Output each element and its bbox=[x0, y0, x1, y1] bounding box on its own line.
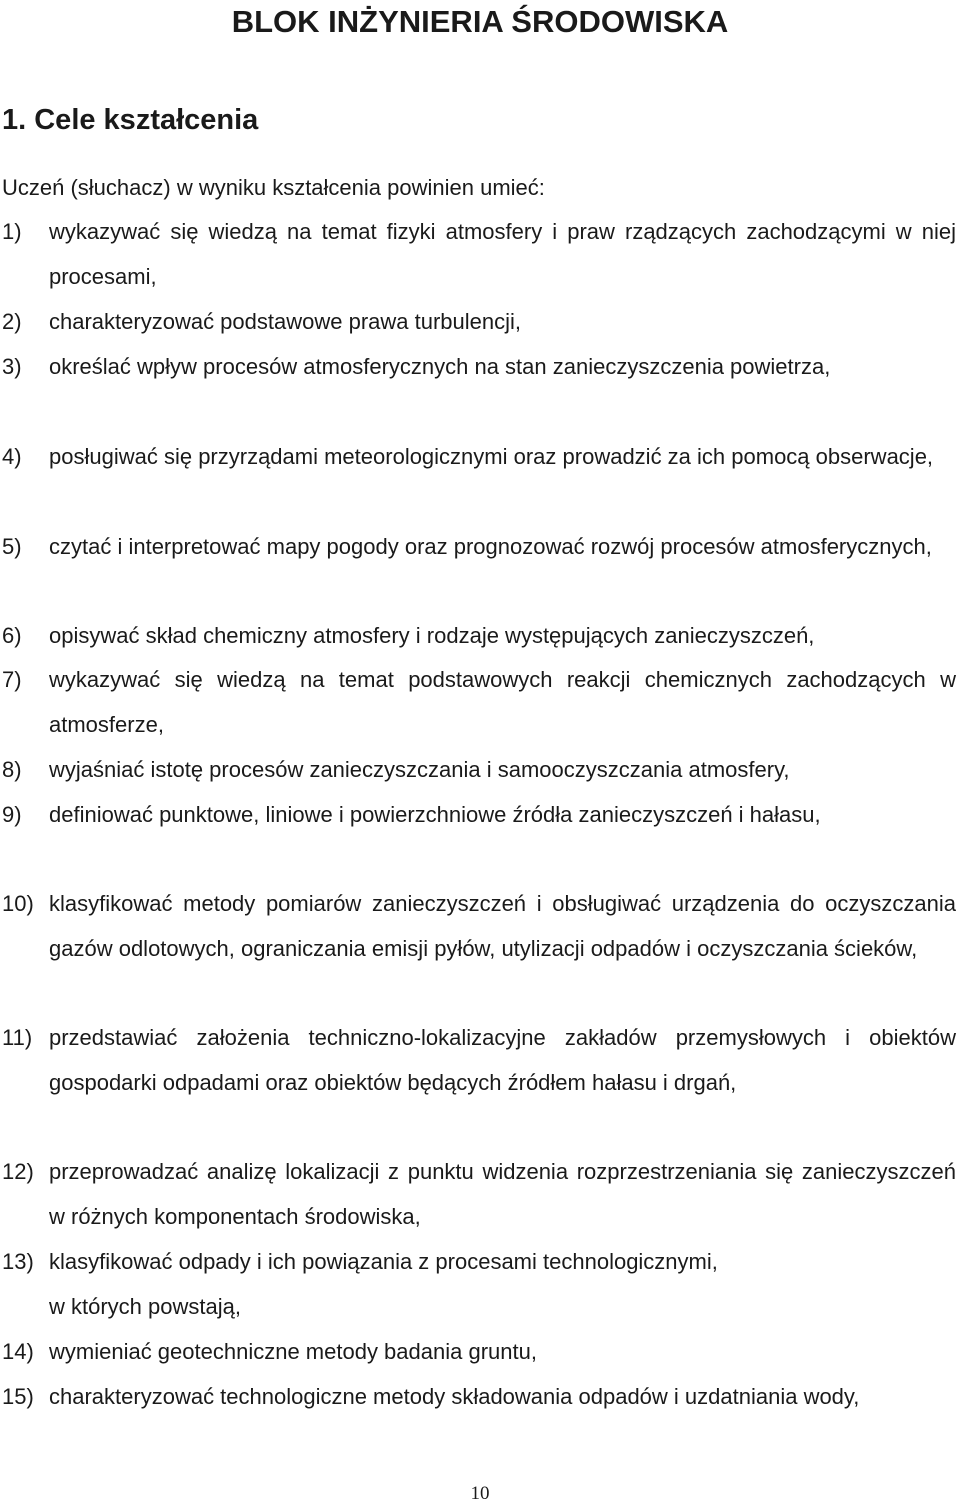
list-item-text: czytać i interpretować mapy pogody oraz prognozować rozwój procesów atmosferycznych, bbox=[49, 534, 932, 559]
list-item-text: wymieniać geotechniczne metody badania gruntu, bbox=[49, 1339, 537, 1364]
list-item bbox=[2, 1150, 956, 1239]
list-item bbox=[2, 525, 956, 570]
list-item-text: opisywać skład chemiczny atmosfery i rodzaje występujących zanieczyszczeń, bbox=[49, 623, 815, 648]
list-item-number: 9) bbox=[2, 802, 22, 827]
list-item-text: wykazywać się wiedzą na temat fizyki atmosfery i praw rządzących zachodzącymi w niej procesami, bbox=[49, 219, 956, 289]
list-item-number: 2) bbox=[2, 309, 22, 334]
list-item-text: wykazywać się wiedzą na temat podstawowych reakcji chemicznych zachodzących w atmosferze, bbox=[49, 667, 956, 737]
list-item bbox=[2, 1016, 956, 1105]
list-item-number: 11) bbox=[2, 1025, 33, 1050]
page-title: BLOK INŻYNIERIA ŚRODOWISKA bbox=[231, 4, 729, 39]
list-item-number: 14) bbox=[2, 1339, 34, 1364]
list-item-number: 4) bbox=[2, 444, 22, 469]
list-item bbox=[2, 1375, 956, 1420]
list-item-text: klasyfikować metody pomiarów zanieczyszczeń i obsługiwać urządzenia do oczyszczania gazów odlotowych, ograniczania emisji pyłów, utylizacji odpadów i oczyszczania ścieków, bbox=[49, 891, 956, 961]
section-heading: 1. Cele kształcenia bbox=[2, 104, 259, 136]
list-item-number: 3) bbox=[2, 354, 22, 379]
list-item-number: 6) bbox=[2, 623, 22, 648]
intro-text: Uczeń (słuchacz) w wyniku kształcenia powinien umieć: bbox=[2, 175, 545, 200]
list-item-number: 7) bbox=[2, 667, 22, 692]
list-item-text: określać wpływ procesów atmosferycznych na stan zanieczyszczenia powietrza, bbox=[49, 354, 831, 379]
list-item-number: 15) bbox=[2, 1384, 34, 1409]
list-item-text: przedstawiać założenia techniczno-lokalizacyjne zakładów przemysłowych i obiektów gospodarki odpadami oraz obiektów będących źródłem hałasu i drgań, bbox=[49, 1025, 956, 1095]
list-item bbox=[2, 1330, 956, 1375]
list-item bbox=[2, 882, 956, 971]
list-item bbox=[2, 658, 956, 747]
list-item-text: wyjaśniać istotę procesów zanieczyszczania i samooczyszczania atmosfery, bbox=[49, 757, 790, 782]
list-item-text: charakteryzować technologiczne metody składowania odpadów i uzdatniania wody, bbox=[49, 1384, 860, 1409]
list-item-number: 12) bbox=[2, 1159, 34, 1184]
list-item-number: 10) bbox=[2, 891, 34, 916]
list-item bbox=[2, 435, 956, 480]
page-number: 10 bbox=[470, 1483, 490, 1504]
list-item bbox=[2, 793, 956, 838]
list-item-text: przeprowadzać analizę lokalizacji z punktu widzenia rozprzestrzeniania się zanieczyszczeń w różnych komponentach środowiska, bbox=[49, 1159, 956, 1229]
list-item-number: 1) bbox=[2, 219, 22, 244]
list-item bbox=[2, 614, 956, 659]
list-item-text: charakteryzować podstawowe prawa turbulencji, bbox=[49, 309, 522, 334]
list-item bbox=[2, 300, 956, 345]
list-item-text: definiować punktowe, liniowe i powierzchniowe źródła zanieczyszczeń i hałasu, bbox=[49, 802, 821, 827]
list-item-text: klasyfikować odpady i ich powiązania z procesami technologicznymi, w których powstają, bbox=[49, 1249, 718, 1319]
list-item-number: 13) bbox=[2, 1249, 34, 1274]
list-item-number: 8) bbox=[2, 757, 22, 782]
list-item bbox=[2, 345, 956, 390]
list-item bbox=[2, 748, 956, 793]
list-item-text: posługiwać się przyrządami meteorologicznymi oraz prowadzić za ich pomocą obserwacje, bbox=[49, 444, 934, 469]
list-item bbox=[2, 1240, 956, 1329]
list-item bbox=[2, 210, 956, 299]
list-item-number: 5) bbox=[2, 534, 22, 559]
